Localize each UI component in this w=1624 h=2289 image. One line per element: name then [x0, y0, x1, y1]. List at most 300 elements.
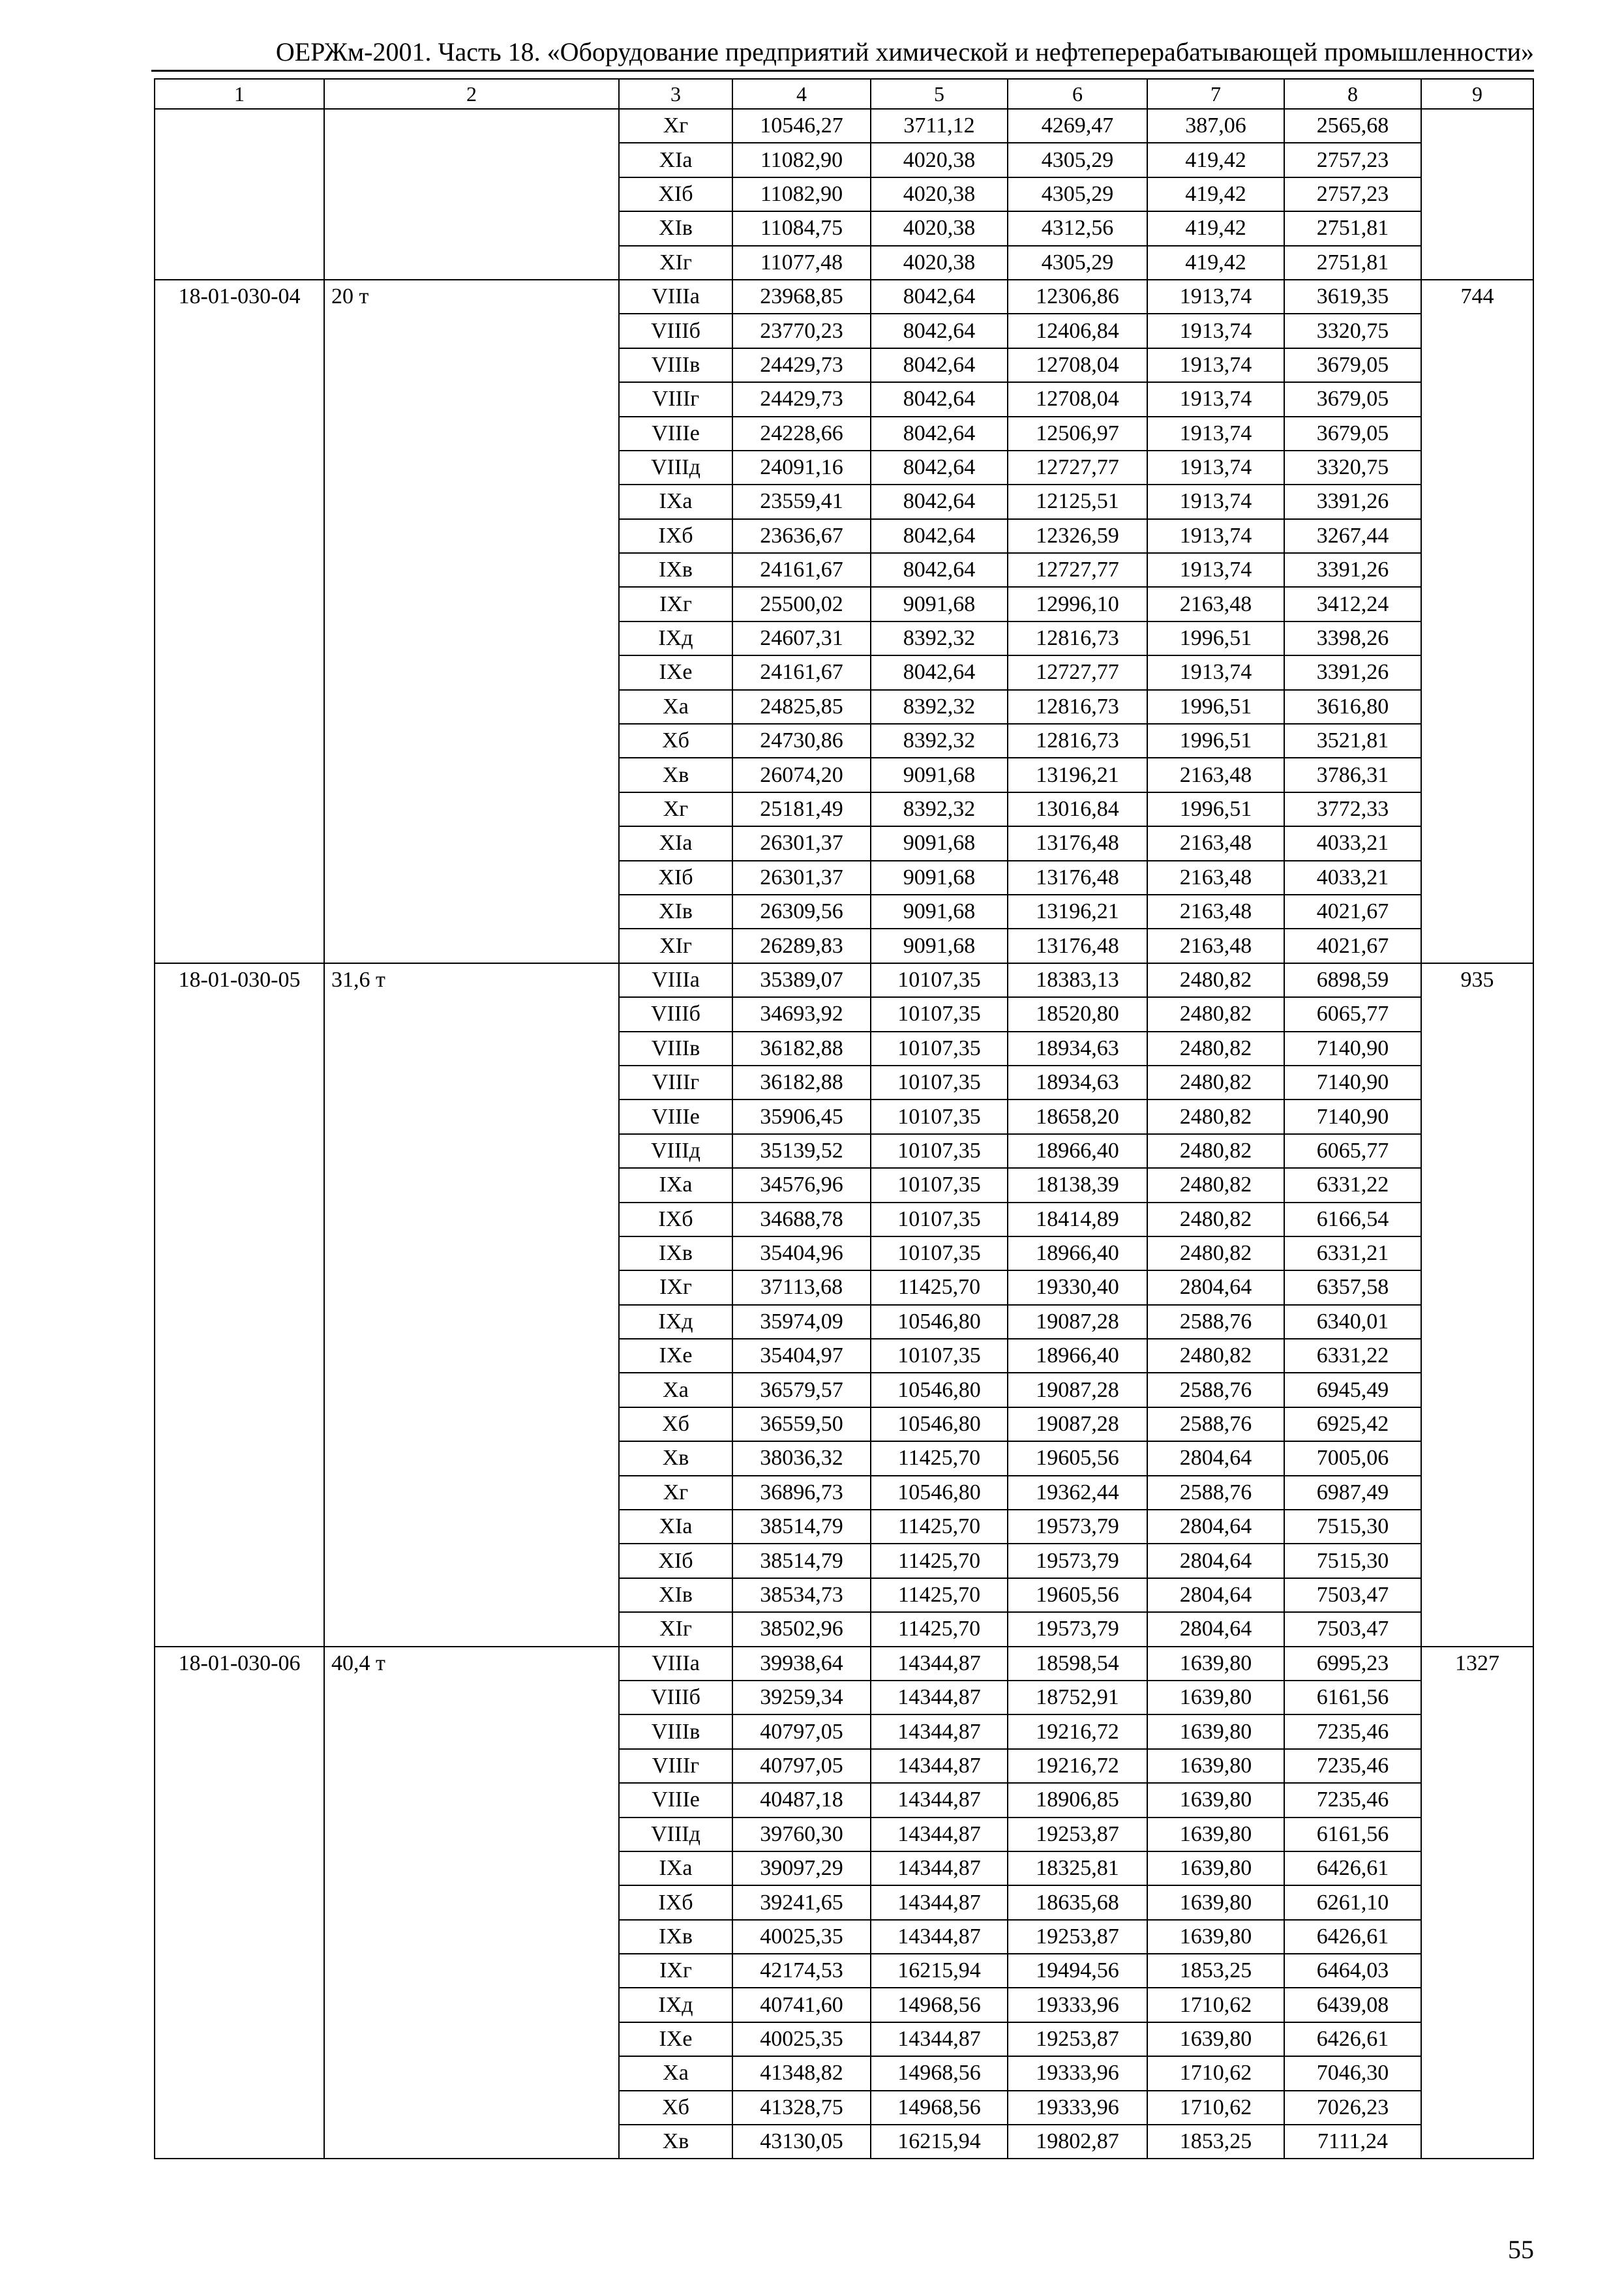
- value-col7-cell: 1639,80: [1147, 1920, 1284, 1954]
- category-cell: IXб: [619, 1203, 732, 1236]
- category-cell: VIIIe: [619, 1783, 732, 1817]
- category-cell: VIIIв: [619, 1714, 732, 1748]
- value-col8-cell: 3320,75: [1284, 451, 1421, 485]
- value-col4-cell: 38534,73: [732, 1578, 871, 1612]
- value-col7-cell: 2480,82: [1147, 1339, 1284, 1373]
- value-col4-cell: 40025,35: [732, 2022, 871, 2056]
- category-cell: VIIIa: [619, 280, 732, 314]
- value-col7-cell: 2480,82: [1147, 997, 1284, 1031]
- value-col8-cell: 3679,05: [1284, 417, 1421, 451]
- category-cell: Xг: [619, 792, 732, 826]
- value-col8-cell: 3391,26: [1284, 485, 1421, 518]
- column-number-cell: 8: [1284, 79, 1421, 109]
- value-col6-cell: 18414,89: [1008, 1203, 1147, 1236]
- value-col7-cell: 1853,25: [1147, 2125, 1284, 2159]
- value-col6-cell: 19605,56: [1008, 1578, 1147, 1612]
- value-col4-cell: 26289,83: [732, 929, 871, 963]
- value-col7-cell: 1913,74: [1147, 655, 1284, 689]
- value-col8-cell: 3772,33: [1284, 792, 1421, 826]
- value-col7-cell: 2804,64: [1147, 1544, 1284, 1578]
- value-col5-cell: 8042,64: [871, 314, 1008, 348]
- value-col7-cell: 1913,74: [1147, 417, 1284, 451]
- value-col6-cell: 19216,72: [1008, 1714, 1147, 1748]
- value-col6-cell: 18598,54: [1008, 1647, 1147, 1681]
- value-col6-cell: 4269,47: [1008, 109, 1147, 143]
- value-col4-cell: 24730,86: [732, 724, 871, 758]
- value-col4-cell: 26309,56: [732, 895, 871, 929]
- value-col6-cell: 19330,40: [1008, 1270, 1147, 1304]
- value-col7-cell: 1913,74: [1147, 485, 1284, 518]
- category-cell: VIIIд: [619, 1818, 732, 1851]
- value-col4-cell: 11082,90: [732, 177, 871, 211]
- value-col5-cell: 8042,64: [871, 655, 1008, 689]
- value-col4-cell: 36559,50: [732, 1407, 871, 1441]
- category-cell: VIIIб: [619, 997, 732, 1031]
- value-col7-cell: 2480,82: [1147, 1203, 1284, 1236]
- value-col6-cell: 18966,40: [1008, 1134, 1147, 1168]
- category-cell: VIIIб: [619, 1681, 732, 1714]
- value-col6-cell: 12996,10: [1008, 587, 1147, 621]
- col9-cell-empty: [1421, 109, 1533, 280]
- value-col6-cell: 19362,44: [1008, 1476, 1147, 1510]
- value-col7-cell: 1913,74: [1147, 382, 1284, 416]
- category-cell: VIIIд: [619, 451, 732, 485]
- value-col6-cell: 18934,63: [1008, 1032, 1147, 1066]
- value-col8-cell: 6898,59: [1284, 963, 1421, 997]
- value-col8-cell: 3786,31: [1284, 758, 1421, 792]
- category-cell: IXe: [619, 2022, 732, 2056]
- value-col6-cell: 12326,59: [1008, 519, 1147, 553]
- category-cell: VIIIд: [619, 1134, 732, 1168]
- value-col5-cell: 8042,64: [871, 553, 1008, 587]
- value-col8-cell: 2757,23: [1284, 143, 1421, 177]
- value-col5-cell: 10107,35: [871, 1134, 1008, 1168]
- category-cell: VIIIe: [619, 417, 732, 451]
- category-cell: XIг: [619, 929, 732, 963]
- value-col5-cell: 10107,35: [871, 1236, 1008, 1270]
- value-col8-cell: 7515,30: [1284, 1510, 1421, 1544]
- value-col6-cell: 18906,85: [1008, 1783, 1147, 1817]
- value-col4-cell: 24091,16: [732, 451, 871, 485]
- value-col5-cell: 8042,64: [871, 280, 1008, 314]
- value-col6-cell: 13176,48: [1008, 929, 1147, 963]
- value-col6-cell: 19494,56: [1008, 1954, 1147, 1988]
- category-cell: VIIIe: [619, 1100, 732, 1133]
- value-col6-cell: 18752,91: [1008, 1681, 1147, 1714]
- value-col8-cell: 6331,22: [1284, 1339, 1421, 1373]
- value-col5-cell: 4020,38: [871, 177, 1008, 211]
- value-col7-cell: 1639,80: [1147, 1818, 1284, 1851]
- value-col4-cell: 35974,09: [732, 1305, 871, 1339]
- value-col4-cell: 11084,75: [732, 211, 871, 245]
- value-col4-cell: 35389,07: [732, 963, 871, 997]
- category-cell: VIIIa: [619, 1647, 732, 1681]
- value-col7-cell: 1710,62: [1147, 2056, 1284, 2090]
- value-col8-cell: 7515,30: [1284, 1544, 1421, 1578]
- value-col7-cell: 2804,64: [1147, 1578, 1284, 1612]
- value-col6-cell: 13176,48: [1008, 861, 1147, 895]
- value-col8-cell: 6426,61: [1284, 2022, 1421, 2056]
- value-col7-cell: 2480,82: [1147, 1100, 1284, 1133]
- value-col6-cell: 12727,77: [1008, 553, 1147, 587]
- value-col8-cell: 6945,49: [1284, 1373, 1421, 1407]
- value-col8-cell: 7235,46: [1284, 1749, 1421, 1783]
- category-cell: Xг: [619, 1476, 732, 1510]
- value-col4-cell: 38514,79: [732, 1544, 871, 1578]
- value-col6-cell: 4305,29: [1008, 177, 1147, 211]
- value-col6-cell: 18325,81: [1008, 1851, 1147, 1885]
- category-cell: IXд: [619, 621, 732, 655]
- value-col6-cell: 13196,21: [1008, 895, 1147, 929]
- value-col8-cell: 6166,54: [1284, 1203, 1421, 1236]
- value-col6-cell: 18520,80: [1008, 997, 1147, 1031]
- value-col8-cell: 7111,24: [1284, 2125, 1421, 2159]
- table-row: [155, 963, 1533, 997]
- value-col5-cell: 8392,32: [871, 690, 1008, 724]
- value-col5-cell: 16215,94: [871, 1954, 1008, 1988]
- value-col5-cell: 9091,68: [871, 826, 1008, 860]
- value-col7-cell: 1639,80: [1147, 1647, 1284, 1681]
- value-col6-cell: 13016,84: [1008, 792, 1147, 826]
- value-col5-cell: 14968,56: [871, 1988, 1008, 2022]
- value-col7-cell: 1996,51: [1147, 690, 1284, 724]
- value-col6-cell: 12306,86: [1008, 280, 1147, 314]
- value-col4-cell: 34688,78: [732, 1203, 871, 1236]
- value-col4-cell: 39938,64: [732, 1647, 871, 1681]
- table-row: [155, 280, 1533, 314]
- value-col5-cell: 4020,38: [871, 246, 1008, 280]
- category-cell: XIг: [619, 246, 732, 280]
- value-col6-cell: 12708,04: [1008, 382, 1147, 416]
- value-col7-cell: 2588,76: [1147, 1373, 1284, 1407]
- col9-cell: 744: [1421, 280, 1533, 963]
- value-col5-cell: 11425,70: [871, 1510, 1008, 1544]
- category-cell: IXa: [619, 485, 732, 518]
- item-name-cell: 31,6 т: [324, 963, 619, 1647]
- item-code-cell: 18-01-030-05: [155, 963, 324, 1647]
- category-cell: Xa: [619, 690, 732, 724]
- value-col6-cell: 19087,28: [1008, 1373, 1147, 1407]
- value-col4-cell: 39241,65: [732, 1885, 871, 1919]
- value-col8-cell: 3398,26: [1284, 621, 1421, 655]
- value-col5-cell: 9091,68: [871, 895, 1008, 929]
- category-cell: XIб: [619, 177, 732, 211]
- category-cell: IXв: [619, 1920, 732, 1954]
- value-col5-cell: 11425,70: [871, 1270, 1008, 1304]
- col9-cell: 935: [1421, 963, 1533, 1647]
- category-cell: IXг: [619, 587, 732, 621]
- value-col4-cell: 40797,05: [732, 1714, 871, 1748]
- value-col8-cell: 6995,23: [1284, 1647, 1421, 1681]
- value-col8-cell: 3412,24: [1284, 587, 1421, 621]
- value-col7-cell: 2163,48: [1147, 929, 1284, 963]
- value-col5-cell: 11425,70: [871, 1612, 1008, 1646]
- name-cell-empty: [324, 109, 619, 280]
- value-col5-cell: 8042,64: [871, 348, 1008, 382]
- value-col8-cell: 6261,10: [1284, 1885, 1421, 1919]
- value-col5-cell: 14344,87: [871, 1714, 1008, 1748]
- value-col4-cell: 36182,88: [732, 1066, 871, 1100]
- value-col5-cell: 10107,35: [871, 1339, 1008, 1373]
- value-col8-cell: 4021,67: [1284, 929, 1421, 963]
- value-col4-cell: 35906,45: [732, 1100, 871, 1133]
- category-cell: IXб: [619, 1885, 732, 1919]
- value-col5-cell: 10107,35: [871, 1203, 1008, 1236]
- value-col5-cell: 10546,80: [871, 1305, 1008, 1339]
- column-number-cell: 1: [155, 79, 324, 109]
- category-cell: IXб: [619, 519, 732, 553]
- category-cell: Xб: [619, 724, 732, 758]
- value-col5-cell: 14344,87: [871, 1920, 1008, 1954]
- column-number-row: [155, 79, 1533, 109]
- category-cell: XIг: [619, 1612, 732, 1646]
- value-col8-cell: 3320,75: [1284, 314, 1421, 348]
- value-col5-cell: 4020,38: [871, 211, 1008, 245]
- value-col4-cell: 36182,88: [732, 1032, 871, 1066]
- value-col5-cell: 10107,35: [871, 1066, 1008, 1100]
- value-col7-cell: 1639,80: [1147, 2022, 1284, 2056]
- category-cell: Xг: [619, 109, 732, 143]
- value-col5-cell: 10546,80: [871, 1476, 1008, 1510]
- value-col6-cell: 12727,77: [1008, 451, 1147, 485]
- category-cell: Xв: [619, 2125, 732, 2159]
- column-number-cell: 6: [1008, 79, 1147, 109]
- category-cell: IXe: [619, 655, 732, 689]
- value-col6-cell: 18635,68: [1008, 1885, 1147, 1919]
- item-name-cell: 40,4 т: [324, 1647, 619, 2159]
- category-cell: XIa: [619, 826, 732, 860]
- value-col6-cell: 19802,87: [1008, 2125, 1147, 2159]
- value-col6-cell: 18138,39: [1008, 1168, 1147, 1202]
- category-cell: IXг: [619, 1954, 732, 1988]
- value-col5-cell: 14968,56: [871, 2091, 1008, 2125]
- value-col5-cell: 8392,32: [871, 724, 1008, 758]
- category-cell: XIв: [619, 1578, 732, 1612]
- category-cell: IXв: [619, 553, 732, 587]
- value-col7-cell: 1710,62: [1147, 1988, 1284, 2022]
- value-col4-cell: 37113,68: [732, 1270, 871, 1304]
- item-code-cell: 18-01-030-06: [155, 1647, 324, 2159]
- category-cell: Xв: [619, 758, 732, 792]
- column-number-cell: 5: [871, 79, 1008, 109]
- value-col4-cell: 26301,37: [732, 861, 871, 895]
- value-col7-cell: 1996,51: [1147, 792, 1284, 826]
- category-cell: VIIIг: [619, 1066, 732, 1100]
- value-col4-cell: 23968,85: [732, 280, 871, 314]
- value-col6-cell: 19253,87: [1008, 1818, 1147, 1851]
- value-col7-cell: 1639,80: [1147, 1783, 1284, 1817]
- value-col4-cell: 40797,05: [732, 1749, 871, 1783]
- value-col7-cell: 419,42: [1147, 211, 1284, 245]
- value-col8-cell: 7026,23: [1284, 2091, 1421, 2125]
- category-cell: Xв: [619, 1441, 732, 1475]
- value-col8-cell: 7140,90: [1284, 1032, 1421, 1066]
- value-col4-cell: 23636,67: [732, 519, 871, 553]
- category-cell: VIIIг: [619, 382, 732, 416]
- value-col5-cell: 11425,70: [871, 1441, 1008, 1475]
- value-col7-cell: 2480,82: [1147, 1032, 1284, 1066]
- value-col6-cell: 19333,96: [1008, 2091, 1147, 2125]
- value-col7-cell: 2480,82: [1147, 1134, 1284, 1168]
- value-col4-cell: 35139,52: [732, 1134, 871, 1168]
- column-number-cell: 2: [324, 79, 619, 109]
- value-col7-cell: 1639,80: [1147, 1749, 1284, 1783]
- value-col7-cell: 419,42: [1147, 177, 1284, 211]
- value-col8-cell: 6065,77: [1284, 997, 1421, 1031]
- value-col6-cell: 12125,51: [1008, 485, 1147, 518]
- category-cell: XIa: [619, 143, 732, 177]
- category-cell: Xб: [619, 1407, 732, 1441]
- value-col6-cell: 13176,48: [1008, 826, 1147, 860]
- column-number-cell: 3: [619, 79, 732, 109]
- value-col8-cell: 3616,80: [1284, 690, 1421, 724]
- value-col8-cell: 7005,06: [1284, 1441, 1421, 1475]
- category-cell: Xa: [619, 1373, 732, 1407]
- value-col7-cell: 2480,82: [1147, 1168, 1284, 1202]
- value-col8-cell: 6426,61: [1284, 1920, 1421, 1954]
- value-col4-cell: 36896,73: [732, 1476, 871, 1510]
- value-col8-cell: 7503,47: [1284, 1578, 1421, 1612]
- value-col8-cell: 2757,23: [1284, 177, 1421, 211]
- value-col7-cell: 2804,64: [1147, 1612, 1284, 1646]
- page-number: 55: [1508, 2235, 1534, 2264]
- value-col4-cell: 38502,96: [732, 1612, 871, 1646]
- value-col7-cell: 1996,51: [1147, 621, 1284, 655]
- value-col8-cell: 3391,26: [1284, 553, 1421, 587]
- value-col7-cell: 2588,76: [1147, 1476, 1284, 1510]
- value-col5-cell: 14344,87: [871, 1647, 1008, 1681]
- value-col6-cell: 18658,20: [1008, 1100, 1147, 1133]
- value-col6-cell: 18934,63: [1008, 1066, 1147, 1100]
- value-col8-cell: 6925,42: [1284, 1407, 1421, 1441]
- value-col5-cell: 4020,38: [871, 143, 1008, 177]
- value-col8-cell: 4033,21: [1284, 861, 1421, 895]
- value-col6-cell: 19087,28: [1008, 1407, 1147, 1441]
- value-col5-cell: 10107,35: [871, 963, 1008, 997]
- category-cell: Xб: [619, 2091, 732, 2125]
- value-col4-cell: 25181,49: [732, 792, 871, 826]
- value-col6-cell: 19573,79: [1008, 1544, 1147, 1578]
- value-col8-cell: 6161,56: [1284, 1818, 1421, 1851]
- column-number-cell: 7: [1147, 79, 1284, 109]
- value-col7-cell: 2588,76: [1147, 1407, 1284, 1441]
- value-col6-cell: 19605,56: [1008, 1441, 1147, 1475]
- value-col4-cell: 41328,75: [732, 2091, 871, 2125]
- value-col5-cell: 14344,87: [871, 1818, 1008, 1851]
- value-col5-cell: 8042,64: [871, 417, 1008, 451]
- value-col8-cell: 6464,03: [1284, 1954, 1421, 1988]
- value-col8-cell: 6331,22: [1284, 1168, 1421, 1202]
- category-cell: IXв: [619, 1236, 732, 1270]
- header-rule: [151, 70, 1534, 72]
- value-col5-cell: 8042,64: [871, 451, 1008, 485]
- category-cell: XIб: [619, 861, 732, 895]
- value-col4-cell: 24429,73: [732, 382, 871, 416]
- value-col8-cell: 2751,81: [1284, 211, 1421, 245]
- value-col5-cell: 11425,70: [871, 1578, 1008, 1612]
- value-col8-cell: 3391,26: [1284, 655, 1421, 689]
- category-cell: VIIIб: [619, 314, 732, 348]
- value-col5-cell: 14344,87: [871, 1681, 1008, 1714]
- value-col7-cell: 1913,74: [1147, 553, 1284, 587]
- value-col4-cell: 34693,92: [732, 997, 871, 1031]
- value-col5-cell: 9091,68: [871, 587, 1008, 621]
- page-header: ОЕРЖм-2001. Часть 18. «Оборудование предприятий химической и нефтеперерабатывающей промышленности»: [275, 37, 1534, 67]
- value-col7-cell: 2163,48: [1147, 826, 1284, 860]
- value-col7-cell: 419,42: [1147, 246, 1284, 280]
- value-col7-cell: 1710,62: [1147, 2091, 1284, 2125]
- value-col5-cell: 8042,64: [871, 382, 1008, 416]
- value-col7-cell: 2163,48: [1147, 895, 1284, 929]
- value-col7-cell: 2163,48: [1147, 861, 1284, 895]
- item-name-cell: 20 т: [324, 280, 619, 963]
- value-col4-cell: 38036,32: [732, 1441, 871, 1475]
- value-col6-cell: 19253,87: [1008, 1920, 1147, 1954]
- value-col7-cell: 1639,80: [1147, 1885, 1284, 1919]
- value-col4-cell: 39760,30: [732, 1818, 871, 1851]
- value-col4-cell: 11082,90: [732, 143, 871, 177]
- category-cell: XIб: [619, 1544, 732, 1578]
- value-col6-cell: 19333,96: [1008, 1988, 1147, 2022]
- value-col6-cell: 18383,13: [1008, 963, 1147, 997]
- category-cell: XIв: [619, 211, 732, 245]
- value-col6-cell: 4312,56: [1008, 211, 1147, 245]
- value-col6-cell: 13196,21: [1008, 758, 1147, 792]
- value-col6-cell: 4305,29: [1008, 143, 1147, 177]
- table-row: [155, 1647, 1533, 1681]
- value-col7-cell: 2588,76: [1147, 1305, 1284, 1339]
- category-cell: IXд: [619, 1305, 732, 1339]
- value-col5-cell: 16215,94: [871, 2125, 1008, 2159]
- value-col4-cell: 34576,96: [732, 1168, 871, 1202]
- value-col7-cell: 1913,74: [1147, 314, 1284, 348]
- category-cell: IXд: [619, 1988, 732, 2022]
- value-col8-cell: 4033,21: [1284, 826, 1421, 860]
- value-col7-cell: 1913,74: [1147, 519, 1284, 553]
- code-cell-empty: [155, 109, 324, 280]
- value-col7-cell: 2804,64: [1147, 1270, 1284, 1304]
- value-col6-cell: 19087,28: [1008, 1305, 1147, 1339]
- value-col8-cell: 7140,90: [1284, 1100, 1421, 1133]
- value-col6-cell: 19216,72: [1008, 1749, 1147, 1783]
- value-col4-cell: 23559,41: [732, 485, 871, 518]
- value-col8-cell: 6439,08: [1284, 1988, 1421, 2022]
- value-col8-cell: 3679,05: [1284, 348, 1421, 382]
- value-col4-cell: 24228,66: [732, 417, 871, 451]
- value-col6-cell: 12816,73: [1008, 621, 1147, 655]
- value-col5-cell: 10107,35: [871, 1100, 1008, 1133]
- value-col7-cell: 2480,82: [1147, 963, 1284, 997]
- value-col7-cell: 1639,80: [1147, 1714, 1284, 1748]
- category-cell: XIa: [619, 1510, 732, 1544]
- value-col5-cell: 14344,87: [871, 1749, 1008, 1783]
- value-col5-cell: 8042,64: [871, 519, 1008, 553]
- value-col5-cell: 10546,80: [871, 1373, 1008, 1407]
- value-col5-cell: 9091,68: [871, 861, 1008, 895]
- value-col8-cell: 2751,81: [1284, 246, 1421, 280]
- category-cell: IXe: [619, 1339, 732, 1373]
- value-col8-cell: 3267,44: [1284, 519, 1421, 553]
- value-col5-cell: 14968,56: [871, 2056, 1008, 2090]
- value-col6-cell: 18966,40: [1008, 1339, 1147, 1373]
- value-col4-cell: 24429,73: [732, 348, 871, 382]
- value-col8-cell: 6357,58: [1284, 1270, 1421, 1304]
- column-number-cell: 4: [732, 79, 871, 109]
- value-col6-cell: 12506,97: [1008, 417, 1147, 451]
- value-col5-cell: 9091,68: [871, 929, 1008, 963]
- value-col6-cell: 19573,79: [1008, 1612, 1147, 1646]
- value-col6-cell: 19573,79: [1008, 1510, 1147, 1544]
